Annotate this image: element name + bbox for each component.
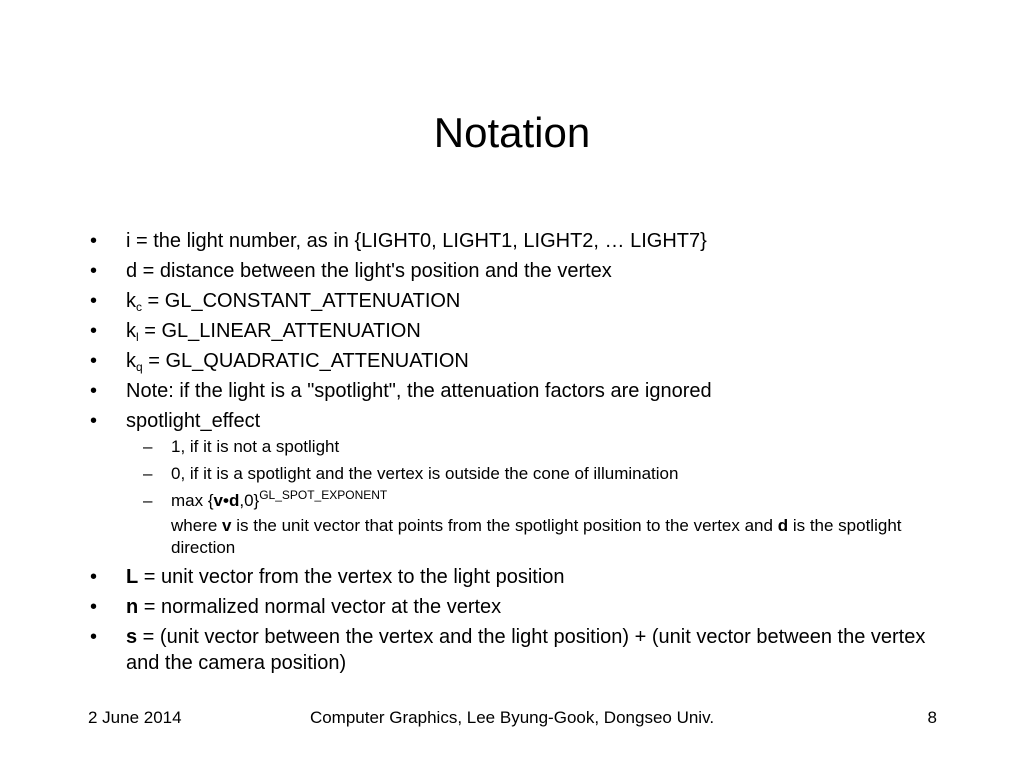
max-suffix: ,0} — [239, 491, 260, 510]
bullet-n — [90, 594, 946, 620]
bullet-s — [90, 624, 946, 676]
bullet-spotlight-effect — [90, 408, 946, 434]
bullet-text: Note: if the light is a "spotlight", the attenuation factors are ignored — [126, 380, 712, 402]
bullet-text: spotlight_effect — [126, 410, 261, 432]
bullet-distance — [90, 258, 946, 284]
bullet-text: d = distance between the light's position and the vertex — [126, 260, 612, 282]
n-symbol: n — [126, 596, 139, 618]
sub-bullet-not-spotlight — [143, 436, 951, 458]
where-end: is the spotlight direction — [171, 516, 902, 557]
sub-bullet-outside-cone — [143, 463, 951, 485]
bullet-note — [90, 378, 946, 404]
L-symbol: L — [126, 566, 139, 588]
max-prefix: max { — [171, 491, 214, 510]
bullet-marker: • — [90, 410, 98, 432]
kq-subscript: q — [136, 360, 143, 374]
bullet-marker: • — [90, 596, 98, 618]
sub-bullet-text: 0, if it is a spotlight and the vertex is outside the cone of illumination — [171, 464, 679, 483]
where-d: d — [777, 516, 789, 535]
L-text: = unit vector from the vertex to the light position — [138, 566, 565, 588]
bullet-marker: • — [90, 230, 98, 252]
kq-base: k — [126, 350, 136, 372]
footer-page-number: 8 — [927, 708, 937, 727]
kl-base: k — [126, 320, 136, 342]
dash-marker: – — [143, 464, 153, 483]
kc-subscript: c — [136, 300, 142, 314]
bullet-marker: • — [90, 350, 98, 372]
s-symbol: s — [126, 626, 138, 648]
bullet-marker: • — [90, 626, 98, 648]
kc-text: = GL_CONSTANT_ATTENUATION — [142, 290, 461, 312]
sub-bullet-max — [143, 488, 951, 512]
max-d: d — [228, 491, 240, 510]
kc-base: k — [126, 290, 136, 312]
where-paragraph — [171, 515, 941, 559]
kl-subscript: l — [136, 330, 139, 344]
footer-course: Computer Graphics, Lee Byung-Gook, Dongseo Univ. — [309, 708, 715, 727]
bullet-marker: • — [90, 290, 98, 312]
where-v: v — [222, 516, 232, 535]
bullet-light-number — [90, 228, 946, 254]
bullet-marker: • — [90, 566, 98, 588]
where-mid: is the unit vector that points from the spotlight position to the vertex and — [231, 516, 778, 535]
bullet-marker: • — [90, 380, 98, 402]
sub-bullet-text: 1, if it is not a spotlight — [171, 437, 340, 456]
max-v: v — [213, 491, 223, 510]
n-text: = normalized normal vector at the vertex — [138, 596, 502, 618]
s-text: = (unit vector between the vertex and the light position) + (unit vector between the vertex and the camera position) — [126, 626, 926, 674]
max-exponent: GL_SPOT_EXPONENT — [259, 488, 388, 502]
bullet-kl — [90, 318, 946, 344]
dash-marker: – — [143, 437, 153, 456]
max-dot: • — [223, 491, 229, 510]
bullet-marker: • — [90, 260, 98, 282]
dash-marker: – — [143, 491, 153, 510]
kq-text: = GL_QUADRATIC_ATTENUATION — [142, 350, 469, 372]
where-prefix: where — [171, 516, 223, 535]
footer-date: 2 June 2014 — [88, 708, 182, 727]
kl-text: = GL_LINEAR_ATTENUATION — [138, 320, 421, 342]
bullet-text: i = the light number, as in {LIGHT0, LIGHT1, LIGHT2, … LIGHT7} — [126, 230, 707, 252]
slide-title: Notation — [433, 109, 591, 156]
bullet-kc — [90, 288, 946, 314]
bullet-kq — [90, 348, 946, 374]
bullet-marker: • — [90, 320, 98, 342]
bullet-L — [90, 564, 946, 590]
